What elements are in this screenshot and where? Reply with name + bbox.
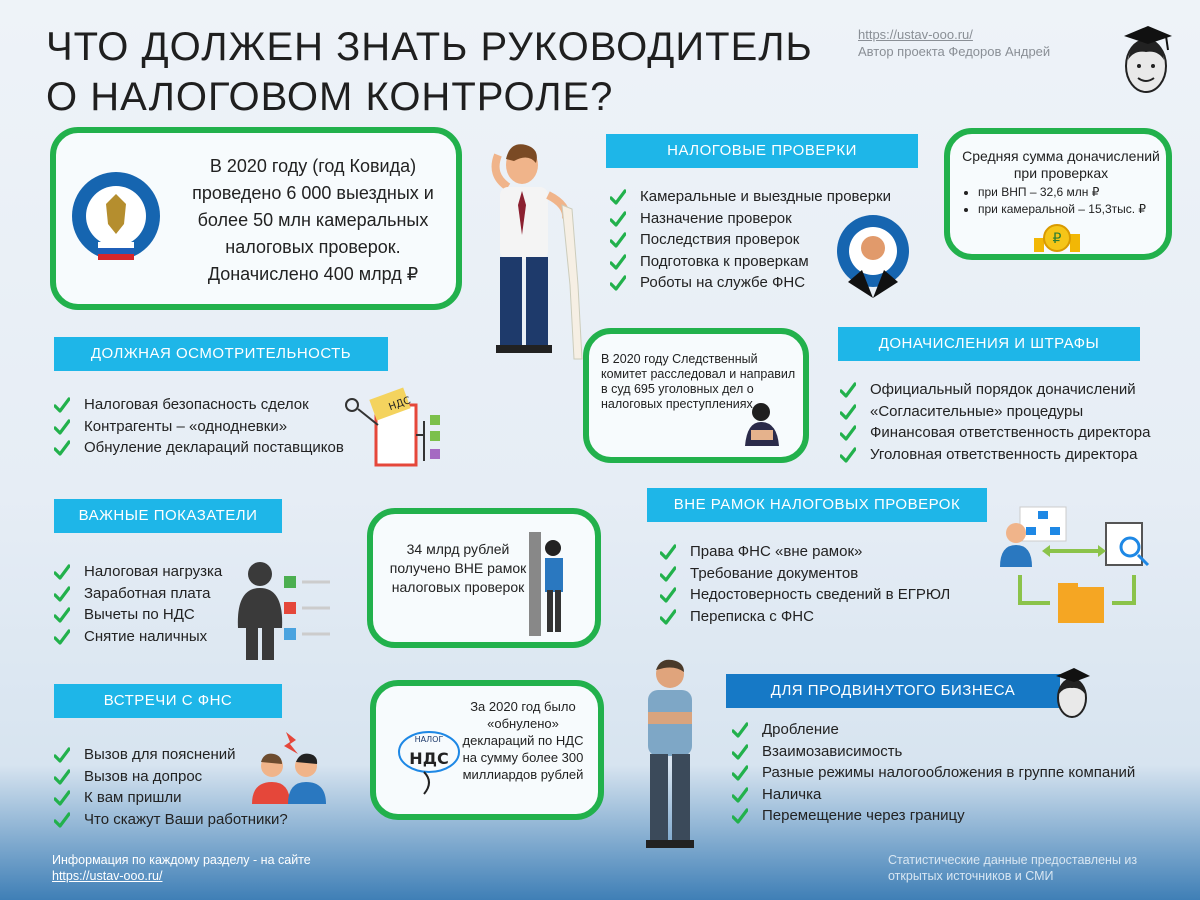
check-icon	[660, 587, 676, 603]
ruble-coins-icon	[1032, 222, 1082, 254]
check-icon	[54, 769, 70, 785]
thinking-man-illustration	[470, 135, 600, 360]
due-diligence-header: ДОЛЖНАЯ ОСМОТРИТЕЛЬНОСТЬ	[54, 337, 388, 371]
vat-stat-text: За 2020 год было «обнулено» деклараций по НДС на сумму более 300 миллиардов рублей	[462, 699, 584, 782]
list-item	[610, 186, 891, 208]
list-item-label: Финансовая ответственность директора	[870, 424, 1151, 441]
list-item	[732, 805, 1135, 827]
check-icon	[660, 566, 676, 582]
check-icon	[732, 808, 748, 824]
list-item-label: Переписка с ФНС	[690, 607, 814, 625]
vat-label: НДС	[387, 395, 413, 414]
vat-logo-main: НДС	[409, 749, 449, 768]
list-item	[54, 416, 344, 438]
list-item-label: Заработная плата	[84, 584, 211, 602]
average-sum-box	[944, 128, 1172, 260]
list-item-label: Подготовка к проверкам	[640, 252, 809, 270]
list-item	[660, 563, 950, 585]
advanced-business-header: ДЛЯ ПРОДВИНУТОГО БИЗНЕСА	[726, 674, 1060, 708]
outside-audits-header: ВНЕ РАМОК НАЛОГОВЫХ ПРОВЕРОК	[647, 488, 987, 522]
list-item-label: Дробление	[762, 721, 839, 738]
due-diligence-list	[54, 394, 344, 459]
list-item	[840, 379, 1150, 401]
list-item-label: Роботы на службе ФНС	[640, 274, 806, 291]
check-icon	[610, 232, 626, 248]
check-icon	[54, 440, 70, 456]
list-item-label: «Согласительные» процедуры	[870, 402, 1084, 420]
indicators-list	[54, 561, 222, 647]
check-icon	[54, 397, 70, 413]
criminal-cases-text: В 2020 году Следственный комитет расследовал и направил в суд 695 уголовных дел о налоговых преступлениях	[601, 352, 796, 411]
vat-stat-box	[370, 680, 604, 820]
list-item-label: К вам пришли	[84, 789, 182, 806]
list-item	[660, 541, 950, 563]
check-icon	[54, 586, 70, 602]
check-icon	[660, 609, 676, 625]
check-icon	[840, 404, 856, 420]
average-sum-title: Средняя сумма доначислений при проверках	[962, 148, 1160, 181]
check-icon	[610, 275, 626, 291]
penalties-list	[840, 379, 1150, 465]
page-title	[46, 22, 813, 122]
advanced-business-list	[732, 719, 1135, 827]
footer-info-text: Информация по каждому разделу - на сайте	[52, 853, 311, 867]
check-icon	[54, 564, 70, 580]
sad-person-icon	[737, 400, 787, 448]
list-item-label: Официальный порядок доначислений	[870, 381, 1136, 398]
check-icon	[610, 254, 626, 270]
vat-logo-top: НАЛОГ	[414, 735, 444, 744]
tax-audits-header: НАЛОГОВЫЕ ПРОВЕРКИ	[606, 134, 918, 168]
list-item	[54, 604, 222, 626]
list-item	[54, 394, 344, 416]
list-item-label: Что скажут Ваши работники?	[84, 810, 288, 828]
person-checklist-icon	[230, 558, 334, 662]
list-item-label: Взаимозависимость	[762, 742, 903, 760]
list-item	[732, 719, 1135, 741]
list-item	[732, 762, 1135, 784]
conflict-people-icon	[250, 732, 330, 806]
penalties-header: ДОНАЧИСЛЕНИЯ И ШТРАФЫ	[838, 327, 1140, 361]
list-item-label: Перемещение через границу	[762, 807, 965, 824]
credit-link[interactable]: https://ustav-ooo.ru/	[858, 27, 973, 42]
check-icon	[54, 812, 70, 828]
list-item-label: Камеральные и выездные проверки	[640, 188, 891, 205]
check-icon	[610, 189, 626, 205]
list-item	[660, 584, 950, 606]
list-item-label: Обнуление деклараций поставщиков	[84, 439, 344, 456]
man-at-wall-icon	[529, 532, 583, 638]
list-item	[54, 583, 222, 605]
list-item-label: Снятие наличных	[84, 627, 208, 645]
list-item	[840, 422, 1150, 444]
list-item-label: Права ФНС «вне рамок»	[690, 543, 863, 560]
list-item	[732, 784, 1135, 806]
list-item-label: Наличка	[762, 785, 822, 803]
footer-source-note: Статистические данные предоставлены из открытых источников и СМИ	[888, 853, 1138, 883]
list-item	[840, 444, 1150, 466]
list-item-label: Последствия проверок	[640, 231, 800, 248]
check-icon	[610, 211, 626, 227]
clipboard-vat-icon	[342, 385, 442, 471]
check-icon	[732, 744, 748, 760]
check-icon	[54, 629, 70, 645]
list-item	[54, 626, 222, 648]
check-icon	[840, 425, 856, 441]
list-item-label: Вызов на допрос	[84, 767, 203, 785]
list-item-label: Вычеты по НДС	[84, 606, 195, 623]
check-icon	[732, 722, 748, 738]
fns-emblem-icon	[68, 168, 164, 264]
author-avatar-small-icon	[1052, 664, 1092, 722]
list-item-label: Разные режимы налогообложения в группе компаний	[762, 764, 1136, 781]
vat-tag-icon	[394, 722, 464, 796]
average-sum-item: • при ВНП – 32,6 млн ₽	[978, 184, 1146, 201]
covid-stat-box	[50, 127, 462, 310]
list-item-label: Контрагенты – «однодневки»	[84, 417, 288, 435]
author-avatar-icon	[1118, 20, 1174, 98]
list-item	[54, 437, 344, 459]
outside-audits-stat-box	[367, 508, 601, 648]
list-item	[54, 561, 222, 583]
outside-audits-stat-text: 34 млрд рублей получено ВНЕ рамок налоговых проверок	[389, 541, 527, 595]
meetings-header: ВСТРЕЧИ С ФНС	[54, 684, 282, 718]
criminal-cases-box	[583, 328, 809, 463]
indicators-header: ВАЖНЫЕ ПОКАЗАТЕЛИ	[54, 499, 282, 533]
title-line-1: ЧТО ДОЛЖЕН ЗНАТЬ РУКОВОДИТЕЛЬ	[46, 25, 813, 69]
list-item	[660, 606, 950, 628]
list-item	[54, 809, 288, 831]
list-item-label: Недостоверность сведений в ЕГРЮЛ	[690, 586, 951, 603]
check-icon	[54, 607, 70, 623]
covid-stat-text: В 2020 году (год Ковида) проведено 6 000 выездных и более 50 млн камеральных налоговых проверок. Доначислено 400 млрд ₽	[192, 156, 434, 284]
document-flow-icon	[998, 503, 1158, 633]
check-icon	[732, 787, 748, 803]
check-icon	[840, 382, 856, 398]
list-item	[732, 741, 1135, 763]
credit	[858, 26, 1050, 60]
fns-badge-icon	[834, 212, 912, 298]
list-item-label: Назначение проверок	[640, 209, 792, 227]
credit-author: Автор проекта Федоров Андрей	[858, 44, 1051, 59]
check-icon	[54, 419, 70, 435]
list-item-label: Налоговая безопасность сделок	[84, 396, 309, 413]
check-icon	[840, 447, 856, 463]
list-item-label: Вызов для пояснений	[84, 746, 236, 763]
average-sum-item: • при камеральной – 15,3тыс. ₽	[978, 201, 1146, 218]
list-item	[840, 401, 1150, 423]
check-icon	[54, 747, 70, 763]
check-icon	[660, 544, 676, 560]
list-item-label: Уголовная ответственность директора	[870, 445, 1138, 463]
footer-left	[52, 852, 311, 884]
list-item-label: Налоговая нагрузка	[84, 563, 223, 580]
businessman-illustration	[634, 656, 704, 852]
check-icon	[54, 790, 70, 806]
average-sum-list	[956, 184, 1146, 218]
list-item-label: Требование документов	[690, 564, 859, 582]
title-line-2: О НАЛОГОВОМ КОНТРОЛЕ?	[46, 75, 614, 119]
outside-audits-list	[660, 541, 950, 627]
coin-symbol: ₽	[1052, 231, 1062, 247]
footer-link[interactable]: https://ustav-ooo.ru/	[52, 869, 163, 883]
check-icon	[732, 765, 748, 781]
